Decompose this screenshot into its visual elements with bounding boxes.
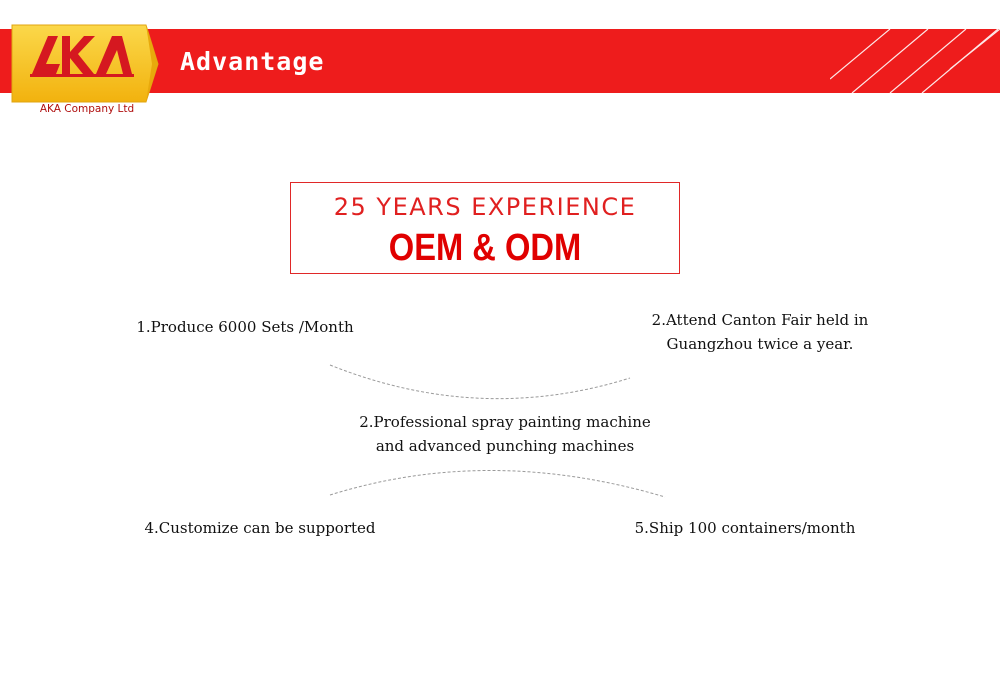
experience-box [290, 182, 680, 274]
service-heading: OEM & ODM [388, 227, 582, 269]
page-title: Advantage [180, 47, 325, 76]
logo-company-name: AKA Company Ltd [39, 103, 135, 115]
company-logo [0, 22, 165, 115]
advantage-line: 2.Attend Canton Fair held in [651, 311, 869, 329]
advantage-line: 1.Produce 6000 Sets /Month [136, 318, 354, 336]
advantage-item-machines [330, 410, 680, 458]
advantage-line: 5.Ship 100 containers/month [634, 519, 856, 537]
advantage-line: 2.Professional spray painting machine [359, 413, 651, 431]
advantage-item-canton-fair [600, 308, 920, 356]
aka-logo-icon [0, 22, 165, 104]
advantage-item-shipping [600, 516, 890, 540]
banner-stripes-decoration [830, 29, 1000, 93]
advantage-item-customize [110, 516, 410, 540]
advantage-line: 4.Customize can be supported [144, 519, 376, 537]
experience-heading: 25 YEARS EXPERIENCE [333, 193, 637, 221]
advantage-item-production [100, 315, 390, 339]
advantage-line: and advanced punching machines [375, 437, 635, 455]
advantage-line: Guangzhou twice a year. [666, 335, 854, 353]
